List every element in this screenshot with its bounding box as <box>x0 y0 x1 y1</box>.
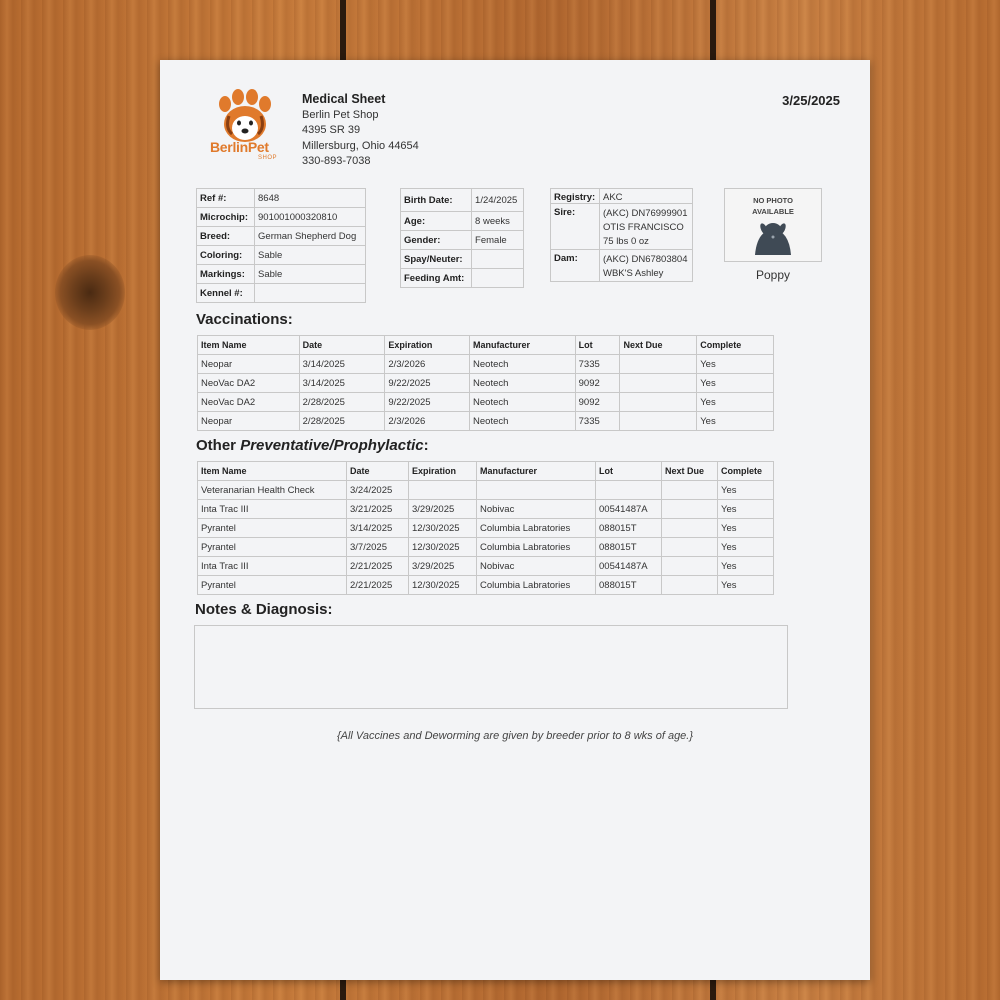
brand-subtitle: SHOP <box>258 155 278 161</box>
spay-neuter-value <box>472 250 524 269</box>
table-header-row <box>198 336 774 355</box>
cell: Columbia Labratories <box>477 519 596 538</box>
info-row <box>197 265 366 284</box>
table-row <box>198 355 774 374</box>
table-row <box>198 519 774 538</box>
cell: Neotech <box>470 393 576 412</box>
cell: Pyrantel <box>198 538 347 557</box>
table-row <box>198 576 774 595</box>
cell: Yes <box>697 374 774 393</box>
cell: 2/28/2025 <box>299 393 385 412</box>
ref-label: Ref #: <box>197 189 255 208</box>
table-row <box>198 374 774 393</box>
table-row <box>198 557 774 576</box>
pedigree-table <box>550 188 693 282</box>
cell: Yes <box>718 538 774 557</box>
cell: Pyrantel <box>198 576 347 595</box>
cell: Yes <box>697 355 774 374</box>
preventative-heading-colon: : <box>423 437 429 454</box>
cell <box>662 519 718 538</box>
ref-value: 8648 <box>255 189 366 208</box>
cell: Neopar <box>198 355 300 374</box>
shop-address-line1: 4395 SR 39 <box>302 124 361 136</box>
cell: Yes <box>697 412 774 431</box>
cell: Yes <box>718 519 774 538</box>
info-row <box>197 284 366 303</box>
info-row <box>197 208 366 227</box>
cell <box>662 538 718 557</box>
info-row <box>551 204 693 250</box>
no-photo-line1: NO PHOTO <box>753 196 793 205</box>
breed-label: Breed: <box>197 227 255 246</box>
cell: 2/3/2026 <box>385 355 470 374</box>
info-row <box>197 227 366 246</box>
col-lot: Lot <box>575 336 620 355</box>
sire-registration: (AKC) DN76999901 <box>602 208 688 219</box>
table-row <box>198 481 774 500</box>
cell: 088015T <box>596 538 662 557</box>
cell: 088015T <box>596 519 662 538</box>
vaccinations-table <box>197 335 774 431</box>
kennel-value <box>255 284 366 303</box>
cell: Yes <box>718 500 774 519</box>
cell: Yes <box>718 481 774 500</box>
cell: 088015T <box>596 576 662 595</box>
birth-date-label: Birth Date: <box>401 189 472 212</box>
gender-value: Female <box>472 231 524 250</box>
sheet-title: Medical Sheet <box>302 92 386 106</box>
no-photo-line2: AVAILABLE <box>752 207 794 216</box>
dam-name: WBK'S Ashley <box>602 268 664 279</box>
shop-address-line2: Millersburg, Ohio 44654 <box>302 139 419 152</box>
col-expiration: Expiration <box>385 336 470 355</box>
cell: NeoVac DA2 <box>198 374 300 393</box>
info-row <box>401 212 524 231</box>
cell <box>596 481 662 500</box>
cell <box>620 412 697 431</box>
cell: Nobivac <box>477 500 596 519</box>
col-date: Date <box>347 462 409 481</box>
cell: 2/28/2025 <box>299 412 385 431</box>
no-photo-puppy-icon <box>743 217 803 255</box>
dam-registration: (AKC) DN67803804 <box>602 254 688 265</box>
wood-knot <box>55 255 125 330</box>
info-row <box>401 269 524 288</box>
cell: Inta Trac III <box>198 500 347 519</box>
cell: Columbia Labratories <box>477 538 596 557</box>
preventative-heading <box>196 437 429 454</box>
coloring-value: Sable <box>255 246 366 265</box>
cell: Pyrantel <box>198 519 347 538</box>
kennel-label: Kennel #: <box>197 284 255 303</box>
preventative-heading-italic: Preventative/Prophylactic <box>240 437 424 454</box>
cell: Yes <box>718 557 774 576</box>
cell: 3/29/2025 <box>409 500 477 519</box>
col-item-name: Item Name <box>198 336 300 355</box>
cell <box>477 481 596 500</box>
cell: 9/22/2025 <box>385 393 470 412</box>
footer-note: {All Vaccines and Deworming are given by breeder prior to 8 wks of age.} <box>336 730 694 742</box>
info-row <box>401 231 524 250</box>
pet-id-table <box>196 188 366 303</box>
notes-box <box>194 625 788 709</box>
table-row <box>198 393 774 412</box>
microchip-label: Microchip: <box>197 208 255 227</box>
cell <box>620 355 697 374</box>
info-row <box>401 189 524 212</box>
info-row <box>197 189 366 208</box>
sire-value <box>599 204 692 250</box>
cell <box>409 481 477 500</box>
cell: 3/7/2025 <box>347 538 409 557</box>
col-item-name: Item Name <box>198 462 347 481</box>
col-manufacturer: Manufacturer <box>470 336 576 355</box>
pet-details-table <box>400 188 524 288</box>
markings-value: Sable <box>255 265 366 284</box>
shop-header <box>302 92 419 170</box>
cell: 2/21/2025 <box>347 576 409 595</box>
cell: Neotech <box>470 374 576 393</box>
info-row <box>197 246 366 265</box>
cell <box>662 576 718 595</box>
col-expiration: Expiration <box>409 462 477 481</box>
breed-value: German Shepherd Dog <box>255 227 366 246</box>
notes-heading: Notes & Diagnosis: <box>195 601 333 618</box>
age-label: Age: <box>401 212 472 231</box>
cell: 7335 <box>575 412 620 431</box>
cell: Veteranarian Health Check <box>198 481 347 500</box>
preventative-heading-prefix: Other <box>196 437 241 454</box>
cell: Nobivac <box>477 557 596 576</box>
cell: 12/30/2025 <box>409 576 477 595</box>
sheet-date: 3/25/2025 <box>782 93 840 108</box>
registry-value: AKC <box>599 189 692 204</box>
shop-name: Berlin Pet Shop <box>302 108 379 121</box>
medical-sheet-page <box>160 60 870 980</box>
sire-label: Sire: <box>551 204 600 250</box>
cell: Yes <box>697 393 774 412</box>
table-row <box>198 538 774 557</box>
brand-name: BerlinPet <box>210 139 269 155</box>
cell <box>662 557 718 576</box>
no-photo-text <box>725 195 821 217</box>
birth-date-value: 1/24/2025 <box>472 189 524 212</box>
cell: 3/24/2025 <box>347 481 409 500</box>
cell: 3/29/2025 <box>409 557 477 576</box>
col-next-due: Next Due <box>662 462 718 481</box>
col-manufacturer: Manufacturer <box>477 462 596 481</box>
dam-value <box>599 250 692 282</box>
pet-name: Poppy <box>755 268 791 282</box>
table-header-row <box>198 462 774 481</box>
info-row <box>401 250 524 269</box>
cell: 3/21/2025 <box>347 500 409 519</box>
pet-photo-box <box>724 188 822 262</box>
cell: 3/14/2025 <box>299 374 385 393</box>
cell: Inta Trac III <box>198 557 347 576</box>
cell: 00541487A <box>596 557 662 576</box>
cell <box>662 481 718 500</box>
microchip-value: 901001000320810 <box>255 208 366 227</box>
cell: Neotech <box>470 355 576 374</box>
cell: 2/21/2025 <box>347 557 409 576</box>
cell <box>662 500 718 519</box>
feeding-amt-value <box>472 269 524 288</box>
cell <box>620 393 697 412</box>
cell: Neopar <box>198 412 300 431</box>
cell: Yes <box>718 576 774 595</box>
registry-label: Registry: <box>551 189 600 204</box>
cell: Columbia Labratories <box>477 576 596 595</box>
cell: 12/30/2025 <box>409 538 477 557</box>
col-complete: Complete <box>697 336 774 355</box>
feeding-amt-label: Feeding Amt: <box>401 269 472 288</box>
cell: 3/14/2025 <box>347 519 409 538</box>
cell: 7335 <box>575 355 620 374</box>
cell: 00541487A <box>596 500 662 519</box>
cell: 2/3/2026 <box>385 412 470 431</box>
info-row <box>551 189 693 204</box>
info-row <box>551 250 693 282</box>
shop-phone: 330-893-7038 <box>302 155 371 167</box>
col-date: Date <box>299 336 385 355</box>
col-next-due: Next Due <box>620 336 697 355</box>
cell <box>620 374 697 393</box>
coloring-label: Coloring: <box>197 246 255 265</box>
cell: 12/30/2025 <box>409 519 477 538</box>
cell: 3/14/2025 <box>299 355 385 374</box>
preventative-table <box>197 461 774 595</box>
col-lot: Lot <box>596 462 662 481</box>
vaccinations-heading: Vaccinations: <box>196 311 293 328</box>
sire-weight: 75 lbs 0 oz <box>602 236 649 247</box>
markings-label: Markings: <box>197 265 255 284</box>
cell: Neotech <box>470 412 576 431</box>
cell: 9092 <box>575 374 620 393</box>
dam-label: Dam: <box>551 250 600 282</box>
cell: NeoVac DA2 <box>198 393 300 412</box>
spay-neuter-label: Spay/Neuter: <box>401 250 472 269</box>
gender-label: Gender: <box>401 231 472 250</box>
age-value: 8 weeks <box>472 212 524 231</box>
table-row <box>198 500 774 519</box>
sire-name: OTIS FRANCISCO <box>602 222 684 233</box>
col-complete: Complete <box>718 462 774 481</box>
cell: 9092 <box>575 393 620 412</box>
table-row <box>198 412 774 431</box>
cell: 9/22/2025 <box>385 374 470 393</box>
